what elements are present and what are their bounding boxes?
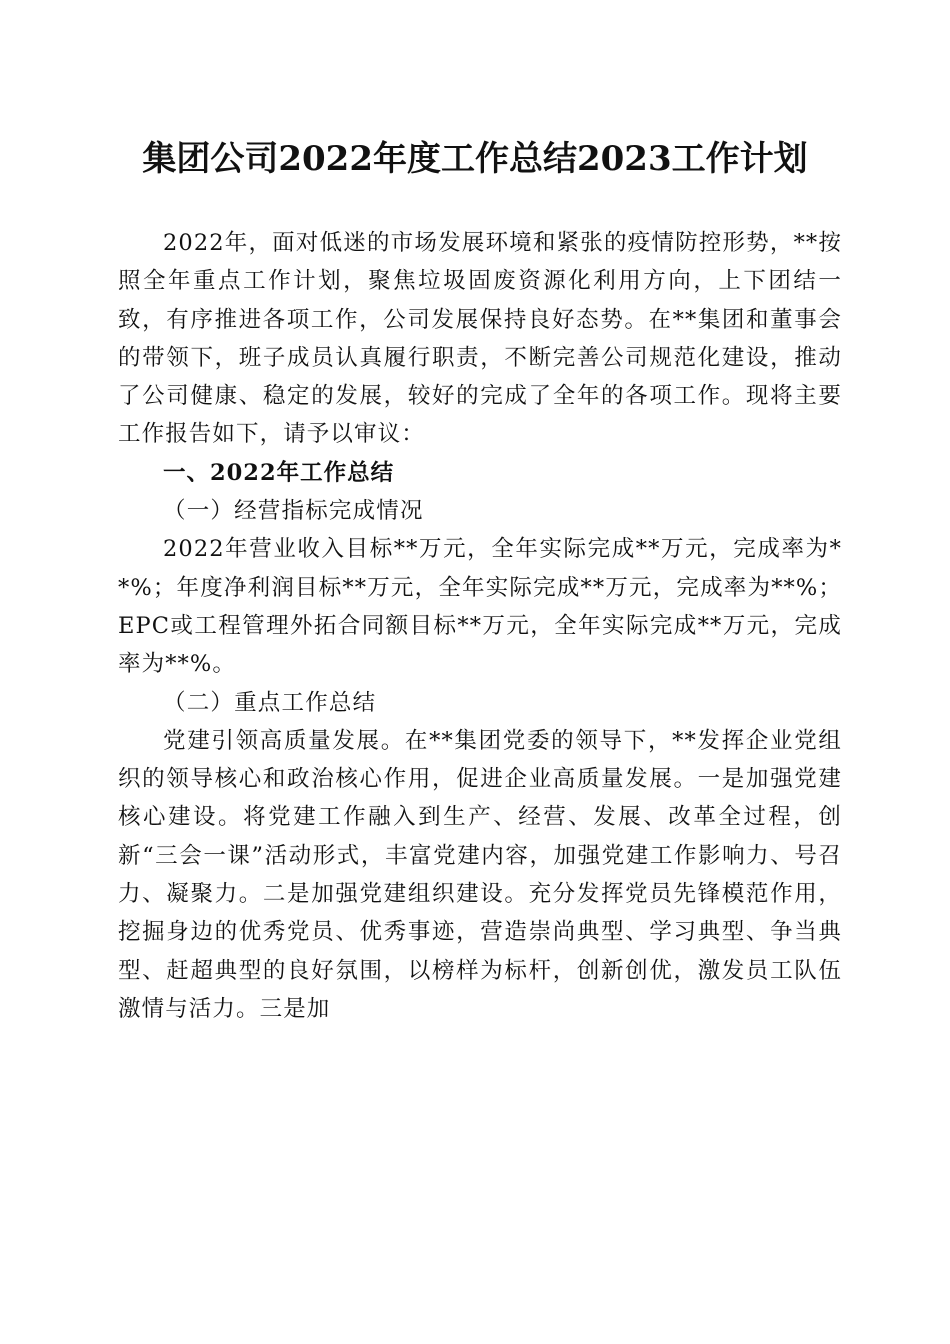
key-work-paragraph: 党建引领高质量发展。在**集团党委的领导下，**发挥企业党组织的领导核心和政治核心作用，促进企业高质量发展。一是加强党建核心建设。将党建工作融入到生产、经营、发展、改革全过程，创新“三会一课”活动形式，丰富党建内容，加强党建工作影响力、号召力、凝聚力。二是加强党建组织建设。充分发挥党员先锋模范作用，挖掘身边的优秀党员、优秀事迹，营造崇尚典型、学习典型、争当典型、赶超典型的良好氛围，以榜样为标杆，创新创优，激发员工队伍激情与活力。三是加: [118, 727, 842, 1022]
business-indicators-paragraph: 2022年营业收入目标**万元，全年实际完成**万元，完成率为**%；年度净利润目标**万元，全年实际完成**万元，完成率为**%；EPC或工程管理外拓合同额目标**万元，全年实际完成**万元，完成率为**%。: [118, 536, 842, 678]
subsection-heading-business-indicators: （一）经营指标完成情况: [163, 498, 424, 525]
document-body: [118, 224, 842, 1028]
document-title: 集团公司2022年度工作总结2023工作计划: [142, 139, 808, 179]
subsection-heading-key-work: （二）重点工作总结: [163, 689, 377, 716]
intro-paragraph: 2022年，面对低迷的市场发展环境和紧张的疫情防控形势，**按照全年重点工作计划，聚焦垃圾固废资源化利用方向，上下团结一致，有序推进各项工作，公司发展保持良好态势。在**集团和董事会的带领下，班子成员认真履行职责，不断完善公司规范化建设，推动了公司健康、稳定的发展，较好的完成了全年的各项工作。现将主要工作报告如下，请予以审议：: [118, 230, 842, 448]
section-heading-work-summary: 一、2022年工作总结: [163, 459, 395, 486]
